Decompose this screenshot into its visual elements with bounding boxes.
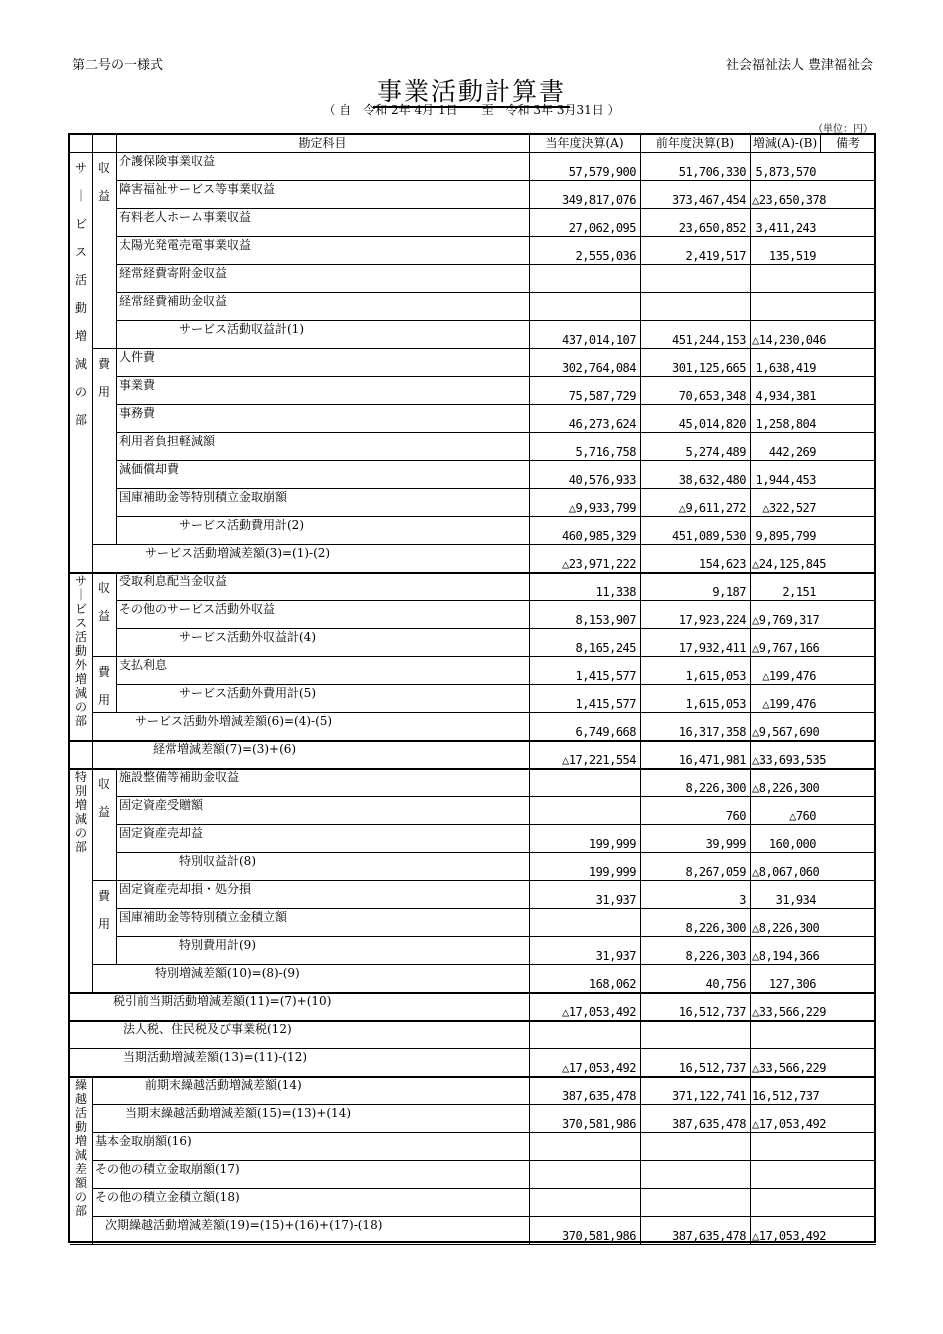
amount-b: 23,650,852 [678,221,746,235]
row-divider [116,824,876,825]
amount-a: 57,579,900 [568,165,636,179]
amount-b: 8,226,303 [685,949,746,963]
amount-b: 387,635,478 [672,1117,746,1131]
amount-a: 31,937 [595,949,636,963]
account-label: 経常増減差額(7)=(3)+(6) [153,742,297,756]
group-divider [116,768,117,964]
amount-a: 437,014,107 [562,333,636,347]
account-label: サービス活動外増減差額(6)=(4)-(5) [135,714,333,728]
revenue-label: 収 益 [97,581,110,623]
amount-b: 16,317,358 [678,725,746,739]
row-divider [116,852,876,853]
revenue-label: 収 益 [97,161,110,203]
amount-c: 160,000 [768,837,816,851]
amount-a: 370,581,986 [562,1229,636,1243]
account-label: 固定資産売却益 [119,826,204,840]
amount-c: △17,053,492 [752,1117,826,1131]
amount-c: △9,567,690 [752,725,820,739]
row-divider [116,908,876,909]
statement-table [68,133,876,1243]
organization-name: 社会福祉法人 豊津福祉会 [725,58,873,73]
account-label: サービス活動外収益計(4) [179,630,316,644]
amount-c: △23,650,378 [752,193,826,207]
row-divider [116,320,876,321]
account-label: 障害福祉サービス等事業収益 [119,182,276,196]
amount-b: 387,635,478 [672,1229,746,1243]
account-label: 固定資産売却損・処分損 [119,882,252,896]
row-divider [116,936,876,937]
row-divider [70,1244,876,1245]
account-label: サービス活動費用計(2) [179,518,304,532]
expense-label: 費 用 [97,889,110,931]
amount-a: 168,062 [588,977,636,991]
amount-c: 4,934,381 [755,389,816,403]
account-label: 法人税、住民税及び事業税(12) [123,1022,292,1036]
row-divider [116,376,876,377]
amount-c: △9,769,317 [752,613,820,627]
account-label: 人件費 [119,350,156,364]
column-divider [529,135,530,1245]
amount-a: △23,971,222 [562,557,636,571]
amount-a: 302,764,084 [562,361,636,375]
account-label: 国庫補助金等特別積立金取崩額 [119,490,288,504]
amount-c: △14,230,046 [752,333,826,347]
amount-a: △17,053,492 [562,1061,636,1075]
row-divider [92,544,876,545]
amount-c: △8,067,060 [752,865,820,879]
amount-a: △17,053,492 [562,1005,636,1019]
amount-a: 8,165,245 [575,641,636,655]
account-label: 事務費 [119,406,156,420]
account-label: 基本金取崩額(16) [95,1134,192,1148]
amount-b: 1,615,053 [685,697,746,711]
amount-a: 75,587,729 [568,389,636,403]
amount-c: 2,151 [782,585,816,599]
row-divider [70,1048,876,1049]
column-divider [750,135,751,1245]
amount-b: 16,512,737 [678,1005,746,1019]
column-header: 備考 [835,136,860,150]
amount-a: 46,273,624 [568,417,636,431]
amount-c: △199,476 [762,697,816,711]
row-divider [92,1160,876,1161]
amount-c: △8,226,300 [752,781,820,795]
account-label: 当期活動増減差額(13)=(11)-(12) [123,1050,308,1064]
amount-c: 127,306 [768,977,816,991]
amount-b: 8,226,300 [685,781,746,795]
amount-a: 460,985,329 [562,529,636,543]
amount-c: △8,194,366 [752,949,820,963]
account-label: 太陽光発電売電事業収益 [119,238,252,252]
fiscal-period: （ 自 令和 2年 4月 1日 至 令和 3年 3月31日 ） [323,103,620,117]
amount-b: 70,653,348 [678,389,746,403]
group-special: 特 別 増 減 の 部 [74,770,87,854]
amount-b: △9,611,272 [678,501,746,515]
amount-c: △322,527 [762,501,816,515]
account-label: 特別増減差額(10)=(8)-(9) [155,966,300,980]
amount-c: 5,873,570 [755,165,816,179]
account-label: 介護保険事業収益 [119,154,216,168]
amount-a: 40,576,933 [568,473,636,487]
row-divider [92,1216,876,1217]
group-carry: 繰 越 活 動 増 減 差 額 の 部 [74,1078,87,1218]
form-id: 第二号の一様式 [72,58,164,73]
row-divider [92,712,876,713]
amount-b: 451,244,153 [672,333,746,347]
row-divider [116,264,876,265]
account-label: 次期繰越活動増減差額(19)=(15)+(16)+(17)-(18) [105,1218,383,1232]
row-divider [92,964,876,965]
amount-c: 1,258,804 [755,417,816,431]
group-divider [116,135,117,544]
account-label: サービス活動外費用計(5) [179,686,316,700]
amount-a: 8,153,907 [575,613,636,627]
column-header: 前年度決算(B) [655,136,735,150]
amount-b: 301,125,665 [672,361,746,375]
column-header: 増減(A)-(B) [752,136,818,150]
group-divider [116,572,117,712]
header-divider [70,152,876,153]
amount-b: 451,089,530 [672,529,746,543]
amount-c: △9,767,166 [752,641,820,655]
row-divider [92,1188,876,1189]
account-label: 利用者負担軽減額 [119,434,216,448]
row-divider [116,460,876,461]
amount-a: 31,937 [595,893,636,907]
amount-a: 1,415,577 [575,697,636,711]
unit-label: （単位：円） [813,124,873,135]
amount-b: 371,122,741 [672,1089,746,1103]
amount-a: 199,999 [588,865,636,879]
amount-c: 9,895,799 [755,529,816,543]
amount-b: 16,471,981 [678,753,746,767]
amount-c: △33,566,229 [752,1005,826,1019]
account-label: 固定資産受贈額 [119,798,204,812]
account-label: 施設整備等補助金収益 [119,770,240,784]
row-divider [116,516,876,517]
amount-b: 373,467,454 [672,193,746,207]
amount-b: 3 [739,893,746,907]
amount-b: 38,632,480 [678,473,746,487]
amount-b: 1,615,053 [685,669,746,683]
amount-a: △9,933,799 [568,501,636,515]
amount-c: △33,566,229 [752,1061,826,1075]
row-divider [116,684,876,685]
amount-b: 760 [725,809,746,823]
account-label: 有料老人ホーム事業収益 [119,210,252,224]
group-divider [92,135,93,992]
account-label: サービス活動増減差額(3)=(1)-(2) [145,546,331,560]
amount-b: 5,274,489 [685,445,746,459]
amount-c: 16,512,737 [752,1089,820,1103]
amount-c: 1,944,453 [755,473,816,487]
account-label: 前期末繰越活動増減差額(14) [145,1078,302,1092]
amount-a: 370,581,986 [562,1117,636,1131]
amount-b: 17,923,224 [678,613,746,627]
account-label: 国庫補助金等特別積立金積立額 [119,910,288,924]
title-text: 事業活動計算書 [373,77,570,108]
amount-c: △8,226,300 [752,921,820,935]
account-label: 減価償却費 [119,462,180,476]
row-divider [116,796,876,797]
amount-c: 1,638,419 [755,361,816,375]
amount-b: 9,187 [712,585,746,599]
amount-a: 387,635,478 [562,1089,636,1103]
row-divider [116,488,876,489]
column-divider [820,135,821,152]
amount-c: △199,476 [762,669,816,683]
row-divider [92,348,876,349]
amount-a: 199,999 [588,837,636,851]
amount-a: 6,749,668 [575,725,636,739]
expense-label: 費 用 [97,665,110,707]
amount-c: 3,411,243 [755,221,816,235]
amount-b: 40,756 [705,977,746,991]
row-divider [116,180,876,181]
account-label: その他の積立金取崩額(17) [95,1162,240,1176]
amount-c: 31,934 [775,893,816,907]
column-header: 当年度決算(A) [545,136,624,150]
account-label: 経常経費寄附金収益 [119,266,228,280]
amount-c: △760 [789,809,816,823]
amount-b: 51,706,330 [678,165,746,179]
row-divider [92,656,876,657]
group-service: サ ｜ ビ ス 活 動 増 減 の 部 [74,161,87,427]
amount-b: 17,932,411 [678,641,746,655]
amount-a: 349,817,076 [562,193,636,207]
account-label: 税引前当期活動増減差額(11)=(7)+(10) [113,994,332,1008]
row-divider [92,1104,876,1105]
amount-c: △24,125,845 [752,557,826,571]
amount-b: 8,226,300 [685,921,746,935]
amount-a: 5,716,758 [575,445,636,459]
account-label: 特別収益計(8) [179,854,256,868]
amount-a: △17,221,554 [562,753,636,767]
row-divider [92,1132,876,1133]
expense-label: 費 用 [97,357,110,399]
account-label: 特別費用計(9) [179,938,256,952]
amount-a: 1,415,577 [575,669,636,683]
amount-b: 8,267,059 [685,865,746,879]
amount-a: 11,338 [595,585,636,599]
row-divider [116,404,876,405]
amount-a: 27,062,095 [568,221,636,235]
amount-b: 2,419,517 [685,249,746,263]
row-divider [116,600,876,601]
amount-c: 135,519 [768,249,816,263]
row-divider [116,236,876,237]
amount-b: 16,512,737 [678,1061,746,1075]
revenue-label: 収 益 [97,777,110,819]
row-divider [116,292,876,293]
amount-c: △33,693,535 [752,753,826,767]
account-label: 事業費 [119,378,156,392]
account-label: その他のサービス活動外収益 [119,602,276,616]
amount-c: △17,053,492 [752,1229,826,1243]
amount-b: 154,623 [698,557,746,571]
row-divider [116,628,876,629]
row-divider [116,432,876,433]
column-header: 勘定科目 [298,136,347,150]
group-nonservice: サ ｜ ビ ス 活 動 外 増 減 の 部 [74,574,87,728]
row-divider [116,208,876,209]
account-label: 受取利息配当金収益 [119,574,228,588]
account-label: サービス活動収益計(1) [179,322,304,336]
account-label: 支払利息 [119,658,168,672]
amount-a: 2,555,036 [575,249,636,263]
amount-c: 442,269 [768,445,816,459]
row-divider [92,880,876,881]
column-divider [640,135,641,1245]
account-label: 当期末繰越活動増減差額(15)=(13)+(14) [125,1106,352,1120]
account-label: 経常経費補助金収益 [119,294,228,308]
amount-b: 39,999 [705,837,746,851]
account-label: その他の積立金積立額(18) [95,1190,240,1204]
amount-b: 45,014,820 [678,417,746,431]
